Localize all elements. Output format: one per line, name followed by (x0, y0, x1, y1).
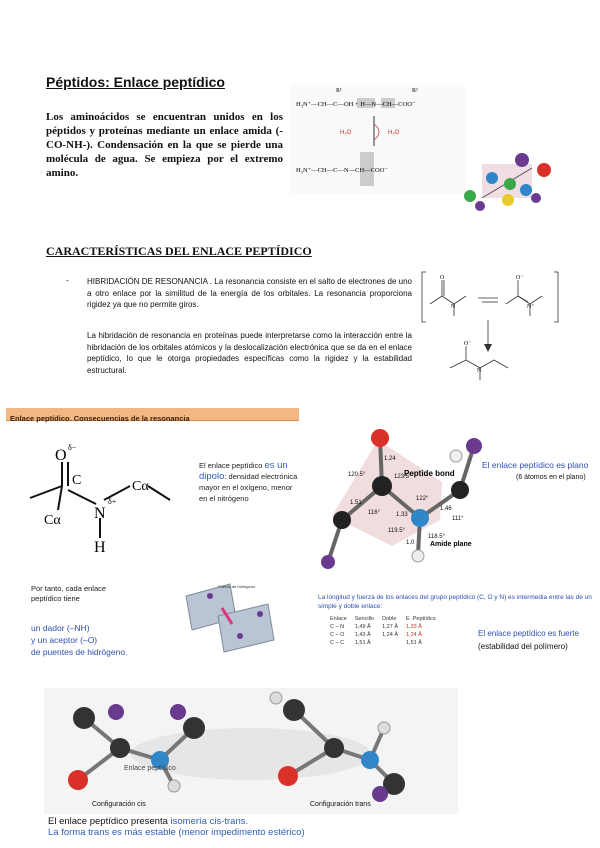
hbond-note: Por tanto, cada enlace peptídico tiene (31, 584, 107, 603)
amide-plane-label: Amide plane (430, 541, 472, 548)
bond-length-table (326, 615, 440, 647)
page-title: Péptidos: Enlace peptídico (46, 74, 225, 90)
table-cell: C – C (330, 640, 345, 646)
len-nca: 1.46 (440, 506, 452, 512)
svg-text:N: N (477, 368, 482, 374)
ang-1: 120.5° (348, 472, 366, 478)
cis-trans-configuration (44, 688, 458, 814)
table-cell: 1,49 Å (354, 624, 371, 630)
config-cis-label: Configuración cis (92, 801, 146, 808)
resonance-structures (420, 270, 560, 388)
ang-2: 123.5° (394, 474, 412, 480)
hbond-donor: un dador (–NH) (31, 623, 90, 633)
bullet-resonance: HIBRIDACIÓN DE RESONANCIA . La resonancia consiste en el salto de electrones de uno a otro enlace por la similitud de la energía de los orbitales. La resonancia proporciona rigidez ya que no permite giros. (87, 277, 412, 309)
ang-7: 118.5° (428, 534, 445, 540)
config-bond-label: Enlace peptídico (124, 765, 176, 772)
table-cell (378, 639, 402, 647)
plane-note-sub: (6 átomos en el plano) (516, 474, 586, 481)
len-nh: 1.0 (406, 540, 415, 546)
length-note: La longitud y fuerza de los enlaces del grupo peptídico (C, O y N) es intermedia entre las de un simple y doble enlace: (318, 594, 592, 610)
svg-text:δ+: δ+ (108, 497, 117, 506)
water-left: H₂O (340, 130, 352, 136)
bottom-line-1 (48, 816, 305, 827)
ang-4: 116° (368, 510, 380, 516)
svg-text:N: N (94, 505, 106, 522)
section-title: CARACTERÍSTICAS DEL ENLACE PEPTÍDICO (46, 244, 312, 258)
hbond-list (31, 622, 127, 658)
reaction-product: H₃N⁺—CH—C—N—CH—COO⁻ (296, 167, 388, 174)
table-cell: 1,43 Å (354, 632, 371, 638)
svg-text:N: N (451, 304, 456, 310)
reaction-reactants: H₃N⁺—CH—C—OH + H—N—CH—COO⁻ (296, 101, 416, 108)
water-right: H₂O (388, 130, 400, 136)
strong-note-main: El enlace peptídico es fuerte (478, 629, 579, 638)
svg-text:O: O (440, 275, 445, 281)
svg-text:C: C (72, 473, 82, 488)
dipole-ca-left: Cα (44, 513, 61, 528)
table-cell: 1,24 Å (382, 632, 398, 638)
bottom-line-1-prefix: El enlace peptídico presenta (48, 816, 171, 827)
th-sencillo: Sencillo (354, 616, 375, 622)
hbond-label: Puente de hidrógeno (218, 584, 256, 589)
condensation-reaction-diagram (290, 84, 465, 194)
bottom-caption (48, 816, 305, 838)
svg-text:δ−: δ− (68, 443, 77, 452)
th-enlace: Enlace (330, 616, 347, 622)
bottom-line-2: La forma trans es más estable (menor impedimento estérico) (48, 827, 305, 838)
ang-5: 119.5° (388, 528, 405, 534)
table-cell: C – O (330, 632, 345, 638)
len-cn: 1.33 (396, 512, 408, 518)
hbond-acceptor: y un aceptor (–O) (31, 635, 98, 645)
consequences-band (6, 408, 299, 421)
plane-note-main: El enlace peptídico es plano (482, 460, 589, 470)
len-co: 1.24 (384, 456, 396, 462)
th-doble: Doble (382, 616, 397, 622)
table-row (326, 639, 440, 647)
table-cell: 1,24 Å (406, 632, 422, 638)
bottom-line-1-highlight: isomería cis-trans. (170, 816, 249, 827)
ang-3: 122° (416, 496, 429, 502)
strong-note (478, 629, 594, 651)
ang-6: 111° (452, 516, 464, 522)
table-cell: 1,33 Å (406, 624, 422, 630)
dipole-note-rest: : densidad electrónica mayor en el oxígeno, menor en el nitrógeno (199, 472, 298, 503)
config-trans-label: Configuración trans (310, 801, 371, 808)
peptide-bond-label: Peptide bond (404, 469, 455, 478)
plane-note (482, 460, 592, 481)
svg-text:N⁺: N⁺ (527, 304, 535, 310)
table-row (326, 631, 440, 639)
hbond-bridge: de puentes de hidrógeno. (31, 647, 128, 657)
dipole-ca-right: Cα (132, 479, 149, 494)
table-cell: 1,51 Å (406, 640, 422, 646)
table-cell: 1,27 Å (382, 624, 398, 630)
peptide-molecule-model (452, 148, 562, 220)
dipole-note-highlight: es un dipolo (199, 460, 288, 482)
reaction-r2: R² (412, 88, 418, 94)
band-title: Enlace peptídico. Consecuencias de la resonancia (10, 414, 190, 423)
bullet-resonance-detail: La hibridación de resonancia en proteínas puede interpretarse como la interacción entre la hibridación de los orbitales atómicos y la deslocalización electrónica que se da en el enlace peptídico, lo que le otorga propiedades específicas como la rigidez y la estabilidad estructural. (87, 331, 412, 375)
svg-text:O: O (55, 447, 67, 464)
strong-note-sub: (estabilidad del polímero) (478, 642, 568, 651)
dipole-note-prefix: El enlace peptídico (199, 461, 265, 470)
dipole-structure (10, 440, 190, 560)
table-cell: C – N (330, 624, 345, 630)
table-cell: 1,51 Å (354, 640, 371, 646)
amide-plane-geometry (312, 426, 482, 586)
svg-text:O⁻: O⁻ (516, 275, 524, 281)
th-peptidico: E. Peptídico (406, 616, 436, 622)
table-row (326, 623, 440, 631)
len-cc: 1.51 (350, 500, 362, 506)
intro-paragraph: Los aminoácidos se encuentran unidos en los péptidos y proteínas mediante un enlace amida (-CO-NH-). Condensación en la que se pierde una molécula de agua. Se empieza por el extremo amino. (46, 111, 283, 179)
svg-text:H: H (94, 539, 106, 556)
hydrogen-bond-planes (180, 578, 280, 658)
dipole-note (199, 460, 299, 504)
reaction-r1: R¹ (336, 88, 342, 94)
bullet-dash: - (66, 276, 69, 285)
svg-text:O⁻: O⁻ (464, 341, 472, 347)
